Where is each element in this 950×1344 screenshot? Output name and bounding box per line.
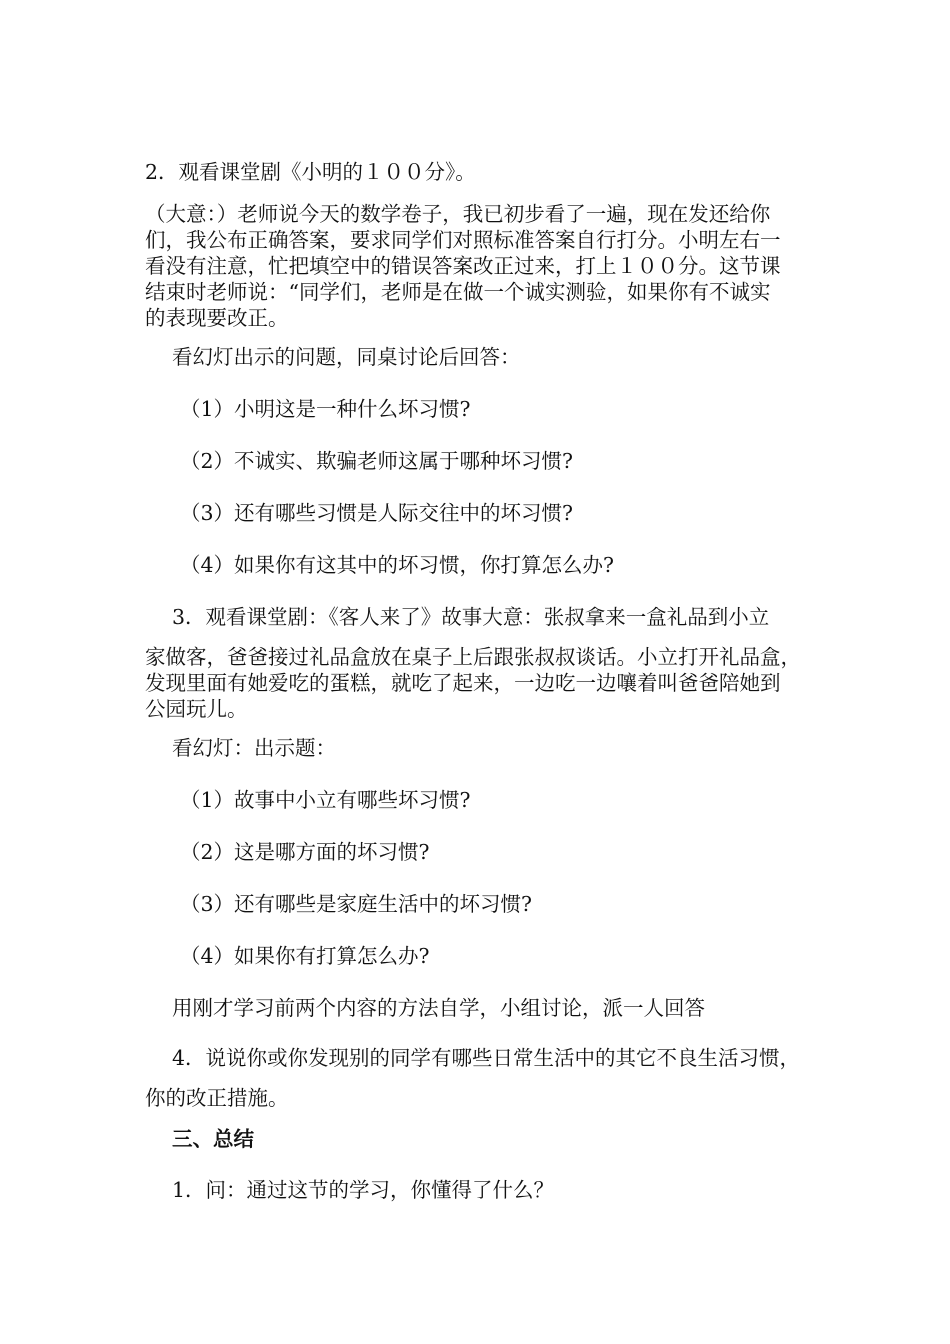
slide-prompt: 看幻灯：出示题： (172, 736, 336, 760)
discussion-prompt: 看幻灯出示的问题，同桌讨论后回答： (172, 345, 521, 369)
self-study-instruction: 用刚才学习前两个内容的方法自学，小组讨论，派一人回答 (172, 996, 705, 1020)
summary-line: 们，我公布正确答案，要求同学们对照标准答案自行打分。小明左右一 (145, 228, 781, 252)
section-3-heading: 3．观看课堂剧：《客人来了》故事大意：张叔拿来一盒礼品到小立 (172, 605, 770, 629)
story-line: 公园玩儿。 (145, 697, 248, 721)
summary-line: 的表现要改正。 (145, 306, 289, 330)
summary-line: （大意：）老师说今天的数学卷子，我已初步看了一遍，现在发还给你 (145, 202, 771, 226)
summary-line: 看没有注意，忙把填空中的错误答案改正过来，打上１００分。这节课 (145, 254, 781, 278)
story-line: 家做客，爸爸接过礼品盒放在桌子上后跟张叔叔谈话。小立打开礼品盒， (145, 645, 801, 669)
question-item: （3）还有哪些是家庭生活中的坏习惯? (180, 892, 533, 916)
section-2-heading: 2．观看课堂剧《小明的１００分》。 (145, 160, 476, 184)
question-item: （4）如果你有这其中的坏习惯，你打算怎么办? (180, 553, 615, 577)
summary-heading: 三、总结 (172, 1127, 254, 1151)
question-item: （2）不诚实、欺骗老师这属于哪种坏习惯? (180, 449, 574, 473)
summary-item: 1．问：通过这节的学习，你懂得了什么？ (172, 1178, 555, 1202)
section-4-heading: 4．说说你或你发现别的同学有哪些日常生活中的其它不良生活习惯， (172, 1046, 801, 1070)
section-4-line: 你的改正措施。 (145, 1086, 289, 1110)
question-item: （1）小明这是一种什么坏习惯? (180, 397, 471, 421)
story-line: 发现里面有她爱吃的蛋糕，就吃了起来，一边吃一边嚷着叫爸爸陪她到 (145, 671, 781, 695)
question-item: （2）这是哪方面的坏习惯? (180, 840, 430, 864)
question-item: （1）故事中小立有哪些坏习惯? (180, 788, 471, 812)
question-item: （3）还有哪些习惯是人际交往中的坏习惯? (180, 501, 574, 525)
question-item: （4）如果你有打算怎么办? (180, 944, 430, 968)
summary-line: 结束时老师说：“同学们，老师是在做一个诚实测验，如果你有不诚实 (145, 280, 771, 304)
